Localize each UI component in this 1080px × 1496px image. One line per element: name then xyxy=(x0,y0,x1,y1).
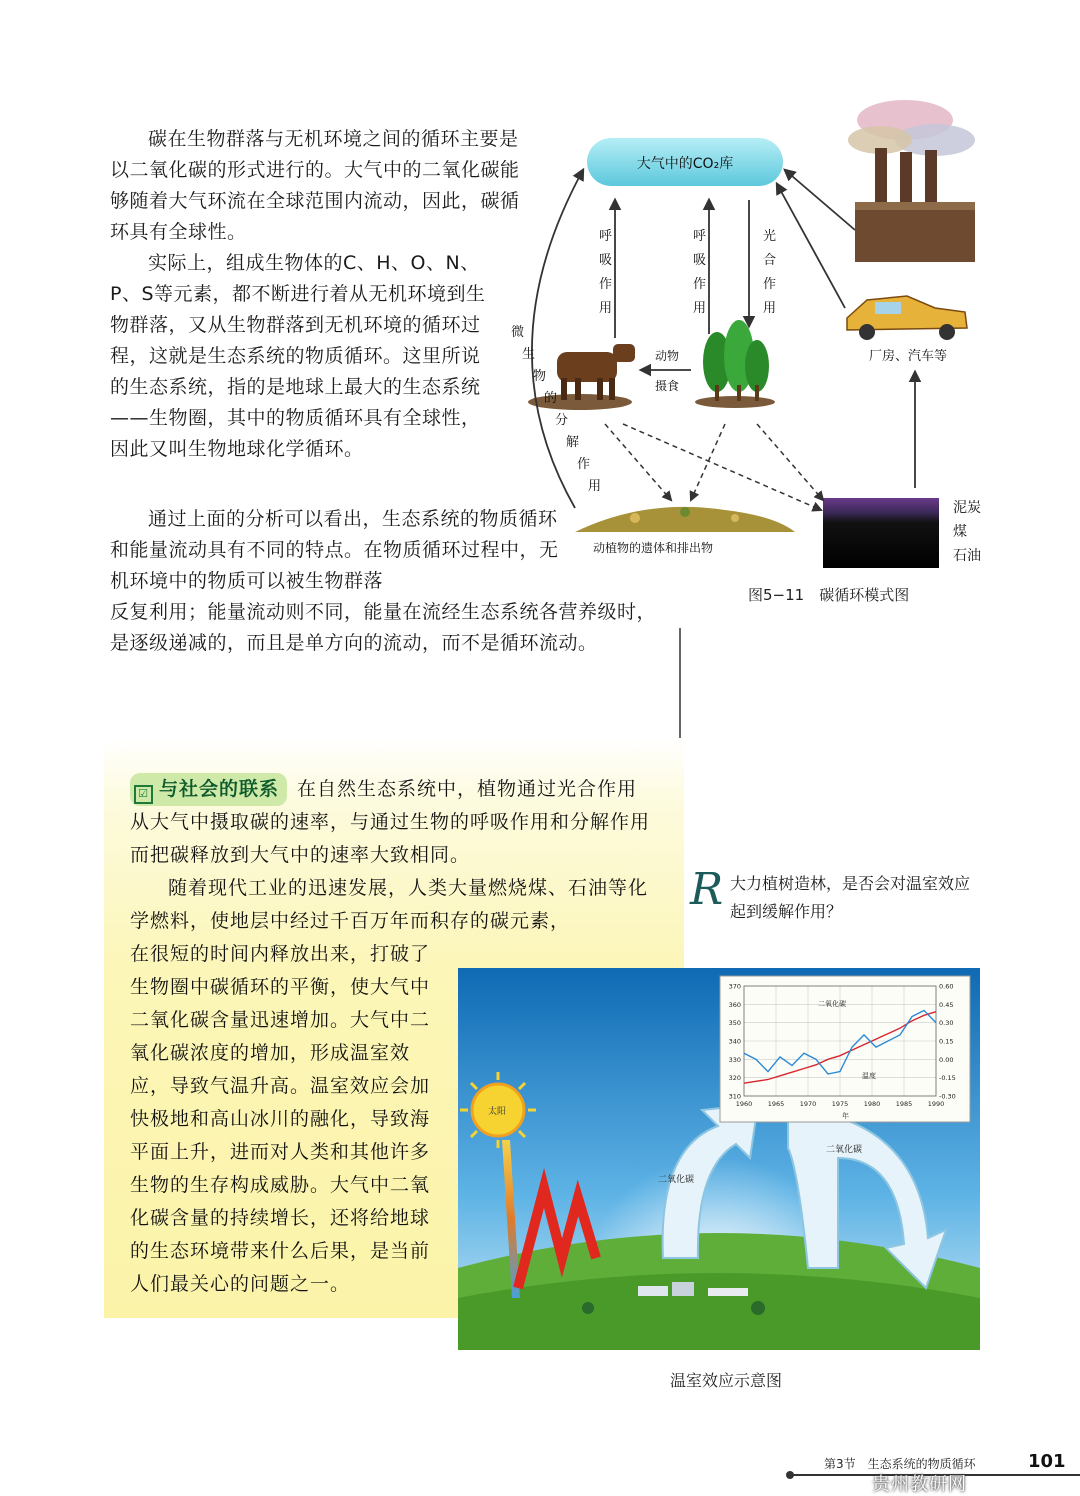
footer-section: 第3节 生态系统的物质循环 xyxy=(824,1457,976,1471)
page-footer xyxy=(790,1451,1080,1495)
chart-tick-right: 0.45 xyxy=(939,1000,954,1009)
tree-icon xyxy=(695,320,775,408)
chart-tick-x: 1985 xyxy=(895,1100,913,1108)
arrow-tree-fossil xyxy=(757,424,823,500)
document-icon: ☑ xyxy=(134,785,153,804)
chart-tick-left: 370 xyxy=(728,982,741,991)
chart-tick-right: -0.30 xyxy=(939,1092,956,1101)
fossil-layers xyxy=(823,498,939,568)
paragraph-material-cycle: 实际上，组成生物体的C、H、O、N、P、S等元素，都不断进行着从无机环境到生物群落，又从生物群落到无机环境的循环过程，这就是生态系统的物质循环。这里所说的生态系统，指的是地球上最大的生态系统——生物圈，其中的物质循环具有全球性，因此又叫生物地球化学循环。 xyxy=(110,252,486,460)
chart-legend-co2: 二氧化碳 xyxy=(818,1000,846,1008)
chart-tick-x: 1965 xyxy=(767,1100,785,1108)
margin-rule xyxy=(679,628,681,750)
social-paragraph-1-text: 在自然生态系统中，植物通过光合作用从大气中摄取碳的速率，与通过生物的呼吸作用和分解作用而把碳释放到大气中的速率大致相同。 xyxy=(130,778,651,866)
chart-tick-left: 310 xyxy=(728,1092,741,1101)
sun-label: 太阳 xyxy=(488,1107,507,1117)
greenhouse-caption: 温室效应示意图 xyxy=(670,1371,783,1390)
paragraph-cycle-vs-energy-b: 反复利用；能量流动则不同，能量在流经生态系统各营养级时，是逐级递减的，而且是单方向的流动，而不是循环流动。 xyxy=(110,601,657,654)
chart-tick-right: 0.30 xyxy=(939,1019,954,1028)
label-decomposition: 微生物的分解作用 xyxy=(511,325,602,494)
arrow-tree-remains xyxy=(691,424,725,500)
arrow-decomposition xyxy=(532,170,583,508)
car-icon xyxy=(847,296,967,340)
arrow-factory-co2 xyxy=(785,170,855,230)
social-tag-label: 与社会的联系 xyxy=(159,778,280,800)
greenhouse-illustration xyxy=(458,968,980,1350)
label-photosynthesis: 光合作用 xyxy=(763,229,777,316)
chart-tick-right: 0.00 xyxy=(939,1055,954,1064)
co2-temperature-chart xyxy=(720,976,970,1122)
label-respiration-mid: 呼吸作用 xyxy=(693,229,707,316)
chart-x-unit: 年 xyxy=(842,1112,849,1120)
chart-tick-x: 1980 xyxy=(863,1100,881,1108)
co2-label-left: 二氧化碳 xyxy=(658,1175,695,1185)
chart-tick-left: 360 xyxy=(728,1000,741,1009)
watermark: 贵州教研网 xyxy=(872,1474,967,1495)
social-tag xyxy=(130,773,287,806)
chart-legend-temp: 温度 xyxy=(862,1072,876,1080)
carbon-cycle-diagram xyxy=(495,90,995,610)
diagram-caption: 图5−11 碳循环模式图 xyxy=(748,586,910,604)
fossil-peat: 泥炭 xyxy=(953,500,981,516)
chart-tick-right: 0.60 xyxy=(939,982,954,991)
paragraph-carbon-global: 碳在生物群落与无机环境之间的循环主要是以二氧化碳的形式进行的。大气中的二氧化碳能够随着大气环流在全球范围内流动，因此，碳循环具有全球性。 xyxy=(110,128,520,243)
chart-tick-left: 340 xyxy=(728,1037,741,1046)
paragraph-cycle-vs-energy-a: 通过上面的分析可以看出，生态系统的物质循环和能量流动具有不同的特点。在物质循环过程中，无机环境中的物质可以被生物群落 xyxy=(110,508,559,592)
arrow-cow-fossil xyxy=(623,424,821,510)
chart-tick-left: 350 xyxy=(728,1019,741,1028)
factory-car-label: 厂房、汽车等 xyxy=(869,349,948,364)
factory-icon xyxy=(848,100,975,262)
thinking-letter-icon: R xyxy=(690,864,724,915)
chart-tick-x: 1975 xyxy=(831,1100,849,1108)
label-feeding-1: 动物 xyxy=(655,349,680,363)
co2-label-right: 二氧化碳 xyxy=(826,1145,863,1155)
thinking-question: 大力植树造林，是否会对温室效应起到缓解作用？ xyxy=(730,874,971,921)
remains-label: 动植物的遗体和排出物 xyxy=(593,541,714,555)
chart-tick-x: 1970 xyxy=(799,1100,817,1108)
chart-tick-x: 1960 xyxy=(735,1100,753,1108)
co2-pool-label: 大气中的CO₂库 xyxy=(636,156,734,172)
fossil-coal: 煤 xyxy=(953,524,967,540)
social-paragraph-1 xyxy=(130,773,650,872)
chart-tick-left: 320 xyxy=(728,1074,741,1083)
chart-tick-right: -0.15 xyxy=(939,1074,956,1083)
arrow-car-co2 xyxy=(777,184,845,308)
chart-tick-left: 330 xyxy=(728,1055,741,1064)
page-number: 101 xyxy=(1028,1451,1066,1472)
social-paragraph-2: 随着现代工业的迅速发展，人类大量燃烧煤、石油等化学燃料，使地层中经过千百万年而积存的碳元素， xyxy=(130,877,649,932)
chart-tick-x: 1990 xyxy=(927,1100,945,1108)
social-paragraph-3: 在很短的时间内释放出来，打破了生物圈中碳循环的平衡，使大气中二氧化碳含量迅速增加。大气中二氧化碳浓度的增加，形成温室效应，导致气温升高。温室效应会加快极地和高山冰川的融化，导致海平面上升，进而对人类和其他许多生物的生存构成威胁。大气中二氧化碳含量的持续增长，还将给地球的生态环境带来什么后果，是当前人们最关心的问题之一。 xyxy=(130,943,431,1295)
arrow-cow-remains xyxy=(605,424,671,500)
chart-tick-right: 0.15 xyxy=(939,1037,954,1046)
remains-pile-icon xyxy=(575,507,795,532)
fossil-oil: 石油 xyxy=(953,548,981,564)
label-respiration-left: 呼吸作用 xyxy=(599,229,613,316)
label-feeding-2: 摄食 xyxy=(655,379,680,393)
